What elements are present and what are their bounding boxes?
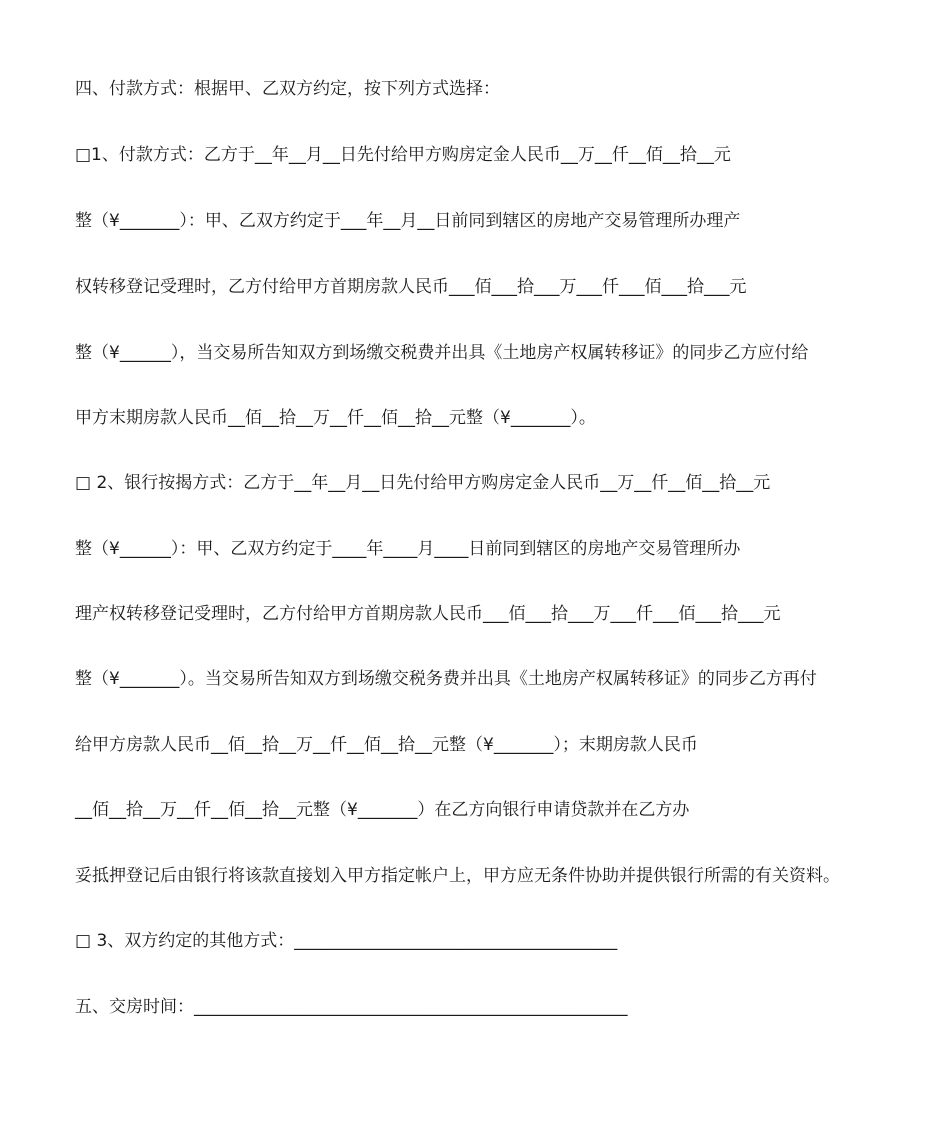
option-1-line-4: 整（¥______），当交易所告知双方到场缴交税费并出具《土地房产权属转移证》的同步乙方应付给 — [75, 343, 809, 363]
option-2-line-6: __佰__拾__万__仟__佰__拾__元整（¥_______）在乙方向银行申请贷款并在乙方办 — [75, 800, 690, 820]
option-2-line-3: 理产权转移登记受理时，乙方付给甲方首期房款人民币___佰___拾___万___仟___佰___拾___元 — [75, 604, 781, 624]
section-five-delivery-time: 五、交房时间：___________________________________________________ — [75, 997, 628, 1017]
option-3-line: □ 3、双方约定的其他方式：______________________________________ — [75, 931, 618, 951]
option-2-line-5: 给甲方房款人民币__佰__拾__万__仟__佰__拾__元整（¥_______）；末期房款人民币 — [75, 735, 698, 755]
option-1-line-2: 整（¥_______）：甲、乙双方约定于___年__月__日前同到辖区的房地产交易管理所办理产 — [75, 211, 741, 231]
option-1-line-5: 甲方末期房款人民币__佰__拾__万__仟__佰__拾__元整（¥_______）。 — [75, 408, 596, 428]
option-1-line-1: □1、付款方式：乙方于__年__月__日先付给甲方购房定金人民币__万__仟__佰__拾__元 — [75, 145, 731, 165]
section-four-heading: 四、付款方式：根据甲、乙双方约定，按下列方式选择： — [75, 79, 500, 99]
option-2-line-7: 妥抵押登记后由银行将该款直接划入甲方指定帐户上，甲方应无条件协助并提供银行所需的有关资料。 — [75, 866, 840, 886]
option-1-line-3: 权转移登记受理时，乙方付给甲方首期房款人民币___佰___拾___万___仟___佰___拾___元 — [75, 277, 747, 297]
option-2-line-2: 整（¥______）：甲、乙双方约定于____年____月____日前同到辖区的房地产交易管理所办 — [75, 539, 741, 559]
option-2-line-4: 整（¥_______）。当交易所告知双方到场缴交税务费并出具《土地房产权属转移证》的同步乙方再付 — [75, 669, 817, 689]
option-2-line-1: □ 2、银行按揭方式：乙方于__年__月__日先付给甲方购房定金人民币__万__仟__佰__拾__元 — [75, 473, 771, 493]
